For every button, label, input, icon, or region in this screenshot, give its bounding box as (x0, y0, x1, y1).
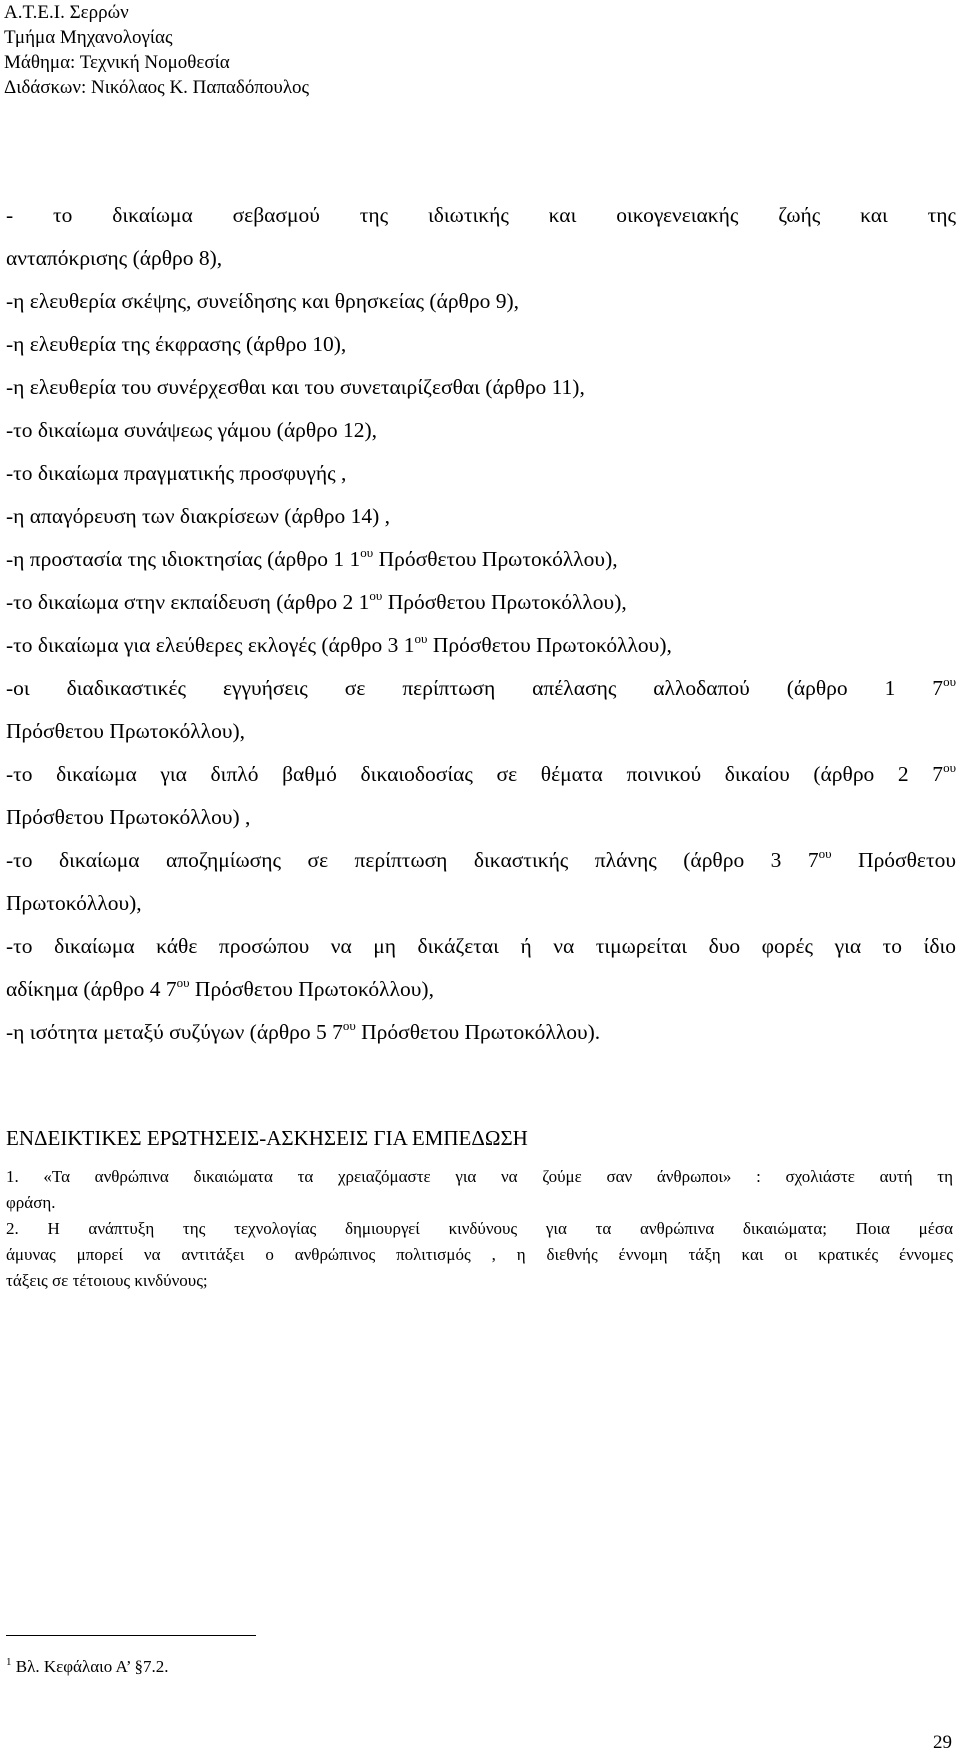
list-item-continuation: Πρόσθετου Πρωτοκόλλου), (6, 719, 246, 743)
list-item: -η ισότητα μεταξύ συζύγων (άρθρο 5 $7^{o\upsilon}$ Πρόσθετου Πρωτοκόλλου). (6, 1018, 601, 1044)
list-item: -η προστασία της ιδιοκτησίας (άρθρο 1 $1^{o\upsilon}$ Πρόσθετου Πρωτοκόλλου), (6, 545, 618, 571)
list-item: -το δικαίωμα πραγματικής προσφυγής , (6, 461, 347, 485)
footnote-marker: 1 (6, 1656, 12, 1668)
footnote-separator (6, 1635, 256, 1636)
list-item-continuation: αδίκημα (άρθρο 4 $7^{o\upsilon}$ Πρόσθετου Πρωτοκόλλου), (6, 975, 434, 1001)
institution-name: Α.Τ.Ε.Ι. Σερρών (4, 2, 129, 23)
department-name: Τμήμα Μηχανολογίας (4, 27, 173, 48)
ordinal-superscript: ου (818, 846, 832, 861)
list-item: -οι διαδικαστικές εγγυήσεις σε περίπτωση απέλασης αλλοδαπού (άρθρο 1 $7^{o\upsilon}$ (6, 674, 956, 700)
section-title: ΕΝΔΕΙΚΤΙΚΕΣ ΕΡΩΤΗΣΕΙΣ-ΑΣΚΗΣΕΙΣ ΓΙΑ ΕΜΠΕΔΩΣΗ (6, 1126, 528, 1150)
course-name: Μάθημα: Τεχνική Νομοθεσία (4, 52, 230, 73)
list-item: -το δικαίωμα για διπλό βαθμό δικαιοδοσίας σε θέματα ποινικού δικαίου (άρθρο 2 $7^{o\upsilon}$ (6, 760, 956, 786)
ordinal-superscript: ου (369, 588, 383, 603)
page-number: 29 (933, 1732, 952, 1753)
list-item: -το δικαίωμα κάθε προσώπου να μη δικάζεται ή να τιμωρείται δυο φορές για το ίδιο (6, 934, 956, 958)
question-1: 1. «Τα ανθρώπινα δικαιώματα τα χρειαζόμαστε για να ζούμε σαν άνθρωποι» : σχολιάστε αυτή τη (6, 1167, 953, 1186)
ordinal-superscript: ου (943, 674, 956, 689)
ordinal-superscript: ου (943, 760, 956, 775)
footnote-text: Βλ. Κεφάλαιο Α’ §7.2. (11, 1657, 169, 1676)
question-2-continuation: τάξεις σε τέτοιους κινδύνους; (6, 1271, 208, 1290)
list-item: -το δικαίωμα αποζημίωσης σε περίπτωση δικαστικής πλάνης (άρθρο 3 $7^{o\upsilon}$ Πρόσθετου (6, 846, 956, 872)
list-item: -το δικαίωμα συνάψεως γάμου (άρθρο 12), (6, 418, 378, 442)
list-item: -το δικαίωμα στην εκπαίδευση (άρθρο 2 $1^{o\upsilon}$ Πρόσθετου Πρωτοκόλλου), (6, 588, 627, 614)
footnote (6, 1657, 169, 1677)
question-2: 2. Η ανάπτυξη της τεχνολογίας δημιουργεί κινδύνους για τα ανθρώπινα δικαιώματα; Ποια μέσα (6, 1219, 953, 1238)
document-header (4, 0, 309, 100)
list-item: - το δικαίωμα σεβασμού της ιδιωτικής και οικογενειακής ζωής και της (6, 203, 956, 227)
list-item: -η ελευθερία του συνέρχεσθαι και του συνεταιρίζεσθαι (άρθρο 11), (6, 375, 585, 399)
list-item: -η ελευθερία της έκφρασης (άρθρο 10), (6, 332, 347, 356)
list-item: -η ελευθερία σκέψης, συνείδησης και θρησκείας (άρθρο 9), (6, 289, 519, 313)
ordinal-superscript: ου (176, 975, 190, 990)
ordinal-superscript: ου (414, 631, 428, 646)
ordinal-superscript: ου (342, 1018, 356, 1033)
list-item-continuation: Πρωτοκόλλου), (6, 891, 142, 915)
list-item: ανταπόκρισης (άρθρο 8), (6, 246, 223, 270)
question-1-continuation: φράση. (6, 1193, 56, 1212)
list-item: -η απαγόρευση των διακρίσεων (άρθρο 14) , (6, 504, 391, 528)
list-item: -το δικαίωμα για ελεύθερες εκλογές (άρθρο 3 $1^{o\upsilon}$ Πρόσθετου Πρωτοκόλλου), (6, 631, 672, 657)
instructor-name: Διδάσκων: Νικόλαος Κ. Παπαδόπουλος (4, 77, 310, 98)
question-2-continuation: άμυνας μπορεί να αντιτάξει ο ανθρώπινος πολιτισμός , η διεθνής έννομη τάξη και οι κρατικές έννομες (6, 1245, 953, 1264)
ordinal-superscript: ου (360, 545, 374, 560)
list-item-continuation: Πρόσθετου Πρωτοκόλλου) , (6, 805, 251, 829)
